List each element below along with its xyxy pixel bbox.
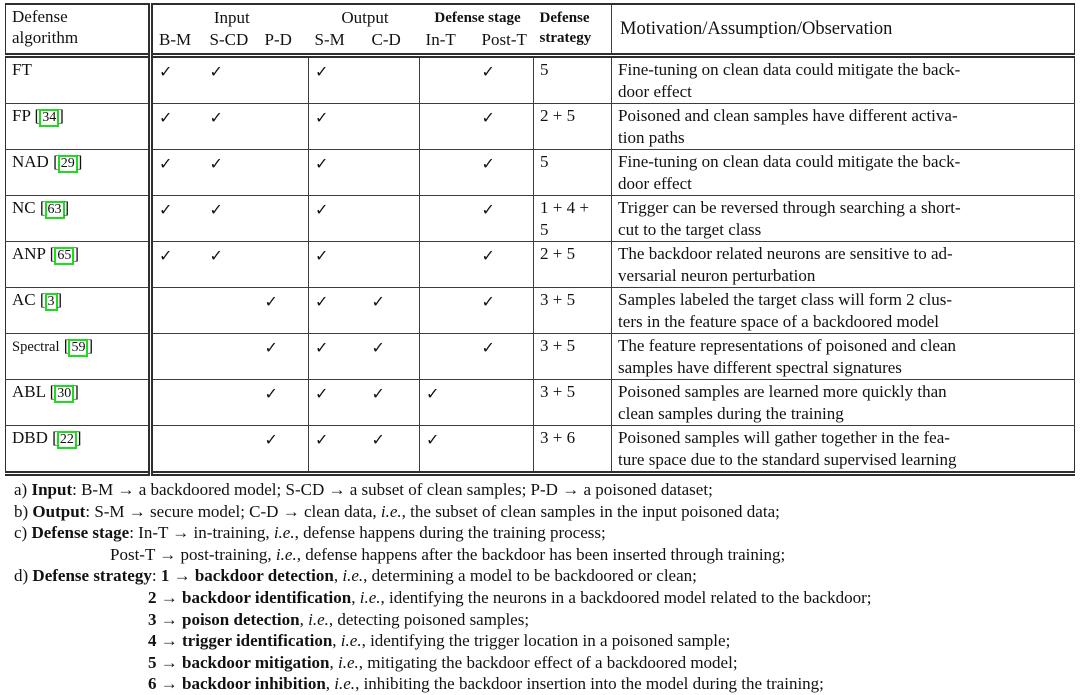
check-cell-scd [204,288,259,334]
algorithm-cell: NAD [ 29 ] [6,150,151,196]
footnote-text-segment: Post-T → post-training, [110,544,276,564]
check-cell-int [420,150,476,196]
algorithm-cell: AC [ 3 ] [6,288,151,334]
check-cell-bm: ✓ [151,150,204,196]
footnote-text-segment: , [329,652,339,672]
check-cell-int [420,56,476,104]
footnote-text-segment: : [151,566,161,586]
check-cell-post: ✓ [476,104,534,150]
header-defense-algorithm-line1: Defense [12,7,68,26]
check-cell-pd [259,104,309,150]
header-defense-strategy-line1: Defense [539,10,590,26]
check-cell-scd: ✓ [204,56,259,104]
footnote-text-segment: backdoor mitigation [182,652,330,672]
table-row-nad [6,150,1075,196]
footnote-text-segment: → [156,674,182,694]
footnote-text-segment: , inhibiting the backdoor insertion into the model during the training; [355,674,824,694]
motivation-cell: Samples labeled the target class will form 2 clus- ters in the feature space of a backdoored model [612,288,1075,334]
footnote-text-segment: Input [31,480,73,499]
footnote-line [0,565,1080,587]
check-cell-int: ✓ [420,380,476,426]
header-defense-strategy [534,4,612,56]
algorithm-label: Spectral [12,339,60,355]
algorithm-cell: ANP [ 65 ] [6,242,151,288]
citation-link[interactable]: 29 [58,155,78,173]
table-header [6,4,1075,56]
footnote-line [0,652,1080,674]
footnote-text-segment: Defense strategy [32,566,152,586]
check-cell-scd [204,334,259,380]
check-cell-post: ✓ [476,56,534,104]
check-cell-sm: ✓ [309,104,366,150]
header-sub-bm: B-M [159,30,192,49]
check-cell-cd [366,56,420,104]
check-cell-post: ✓ [476,334,534,380]
footnote-text-segment: , the subset of clean samples in the input poisoned data; [401,501,780,521]
footnote-line [0,673,1080,695]
footnote-text-segment: , defense happens during the training process; [294,523,606,543]
footnote-text-segment: i.e. [308,609,329,629]
footnote-text-segment: i.e. [342,566,364,586]
check-cell-pd: ✓ [259,426,309,474]
header-sub-sm: S-M [314,30,345,49]
header-group-output: Output [341,8,389,27]
table-row-ac [6,288,1075,334]
table-row-ft [6,56,1075,104]
footnote-text-segment: i.e. [273,523,295,543]
motivation-cell: Poisoned samples are learned more quickly than clean samples during the training [612,380,1075,426]
check-cell-scd [204,426,259,474]
footnote-text-segment: 5 [148,652,157,672]
footnote-text-segment: : In-T → in-training, [129,523,274,543]
algorithm-label: DBD [12,428,48,447]
footnote-text-segment: → [156,609,182,629]
motivation-cell: Poisoned samples will gather together in the fea- ture space due to the standard supervised learning [612,426,1075,474]
algorithm-cell: NC [ 63 ] [6,196,151,242]
algorithm-label: AC [12,290,36,309]
check-cell-pd [259,242,309,288]
check-cell-pd [259,196,309,242]
strategy-cell: 3 + 5 [534,288,612,334]
check-cell-int [420,196,476,242]
header-group-input: Input [213,8,250,27]
footnote-text-segment: 3 [148,609,157,629]
strategy-cell: 5 [534,56,612,104]
footnote-text-segment: a) [14,480,32,499]
footnote-text-segment: 2 [148,587,157,607]
header-sub-int: In-T [425,30,456,49]
footnote-text-segment: backdoor detection [194,566,334,586]
check-cell-bm [151,288,204,334]
footnote-text-segment: → [169,566,195,586]
check-cell-cd [366,196,420,242]
header-sub-pd: P-D [264,30,292,49]
footnote-text-segment: , [325,674,335,694]
check-cell-cd: ✓ [366,288,420,334]
check-cell-cd [366,150,420,196]
footnote-text-segment: , mitigating the backdoor effect of a backdoored model; [358,652,738,672]
check-cell-scd: ✓ [204,196,259,242]
footnote-text-segment: i.e. [340,631,362,651]
check-cell-pd: ✓ [259,380,309,426]
algorithm-label: NAD [12,152,49,171]
algorithm-label: NC [12,198,36,217]
check-cell-post: ✓ [476,196,534,242]
strategy-cell: 3 + 6 [534,426,612,474]
algorithm-label: FP [12,106,31,125]
check-cell-cd [366,242,420,288]
footnote-text-segment: i.e. [380,501,402,521]
table-row-nc [6,196,1075,242]
check-cell-post: ✓ [476,150,534,196]
header-group-defense-stage: Defense stage [434,10,521,26]
strategy-cell: 3 + 5 [534,380,612,426]
strategy-cell: 5 [534,150,612,196]
header-sub-scd: S-CD [209,30,249,49]
footnote-text-segment: → [156,631,182,651]
table-row-anp [6,242,1075,288]
check-cell-int: ✓ [420,426,476,474]
citation-link[interactable]: 3 [45,293,58,311]
footnote-text-segment: , [332,631,341,651]
header-group-row [6,4,1075,29]
algorithm-cell: FP [ 34 ] [6,104,151,150]
footnote-text-segment: i.e. [334,674,356,694]
citation-link[interactable]: 22 [57,431,77,449]
citation-link[interactable]: 30 [54,385,74,403]
check-cell-int [420,334,476,380]
footnote-text-segment: , [351,587,360,607]
footnote-text-segment: d) [14,566,33,586]
motivation-cell: Fine-tuning on clean data could mitigate the back- door effect [612,150,1075,196]
footnote-line [0,501,1080,523]
footnote-text-segment: Defense stage [31,523,130,543]
footnote-text-segment: Output [32,501,86,521]
header-motivation: Motivation/Assumption/Observation [620,19,893,39]
algorithm-label: FT [12,60,32,79]
citation-link[interactable]: 59 [68,339,88,357]
check-cell-sm: ✓ [309,242,366,288]
footnotes [0,479,1080,695]
footnote-text-segment: , detecting poisoned samples; [328,609,530,629]
footnote-line [0,587,1080,609]
strategy-cell: 1 + 4 + 5 [534,196,612,242]
strategy-cell: 2 + 5 [534,242,612,288]
algorithm-cell: DBD [ 22 ] [6,426,151,474]
check-cell-bm: ✓ [151,56,204,104]
header-defense-algorithm [6,4,151,56]
check-cell-scd: ✓ [204,150,259,196]
defense-comparison-table [5,3,1075,476]
footnote-text-segment: i.e. [359,587,381,607]
check-cell-cd: ✓ [366,334,420,380]
footnote-text-segment: backdoor identification [182,587,352,607]
check-cell-cd: ✓ [366,426,420,474]
footnote-text-segment: , identifying the neurons in a backdoored model related to the backdoor; [380,587,872,607]
header-sub-post: Post-T [481,30,527,49]
footnote-text-segment: , [333,566,343,586]
check-cell-pd: ✓ [259,288,309,334]
motivation-cell: Poisoned and clean samples have different activa- tion paths [612,104,1075,150]
citation-link[interactable]: 65 [54,247,74,265]
check-cell-cd [366,104,420,150]
check-cell-sm: ✓ [309,196,366,242]
algorithm-cell [6,56,151,104]
check-cell-scd [204,380,259,426]
footnote-text-segment: backdoor inhibition [182,674,326,694]
check-cell-int [420,104,476,150]
check-cell-scd: ✓ [204,242,259,288]
footnote-text-segment: , determining a model to be backdoored or clean; [363,566,697,586]
table-row-fp [6,104,1075,150]
check-cell-scd: ✓ [204,104,259,150]
check-cell-cd: ✓ [366,380,420,426]
check-cell-bm [151,334,204,380]
citation-link[interactable]: 34 [39,109,59,127]
footnote-text-segment: 6 [148,674,157,694]
check-cell-sm: ✓ [309,334,366,380]
footnote-text-segment: , identifying the trigger location in a poisoned sample; [361,631,731,651]
footnote-line [0,522,1080,544]
motivation-cell: The backdoor related neurons are sensitive to ad- versarial neuron perturbation [612,242,1075,288]
check-cell-post: ✓ [476,242,534,288]
motivation-cell: Fine-tuning on clean data could mitigate the back- door effect [612,56,1075,104]
check-cell-pd [259,56,309,104]
check-cell-bm [151,380,204,426]
footnote-text-segment: 4 [148,631,157,651]
check-cell-pd [259,150,309,196]
check-cell-sm: ✓ [309,288,366,334]
footnote-line [0,479,1080,501]
footnote-text-segment: i.e. [338,652,359,672]
check-cell-sm: ✓ [309,426,366,474]
footnote-text-segment: i.e. [275,544,297,564]
header-sub-cd: C-D [371,30,401,49]
footnote-text-segment: : B-M → a backdoored model; S-CD → a subset of clean samples; P-D → a poisoned dataset; [72,480,713,499]
algorithm-label: ABL [12,382,46,401]
footnote-text-segment: c) [14,523,32,543]
footnote-text-segment: b) [14,501,33,521]
table-row-spectral [6,334,1075,380]
motivation-cell: The feature representations of poisoned and clean samples have different spectral signatures [612,334,1075,380]
paper-page [0,3,1080,694]
footnote-text-segment: → [156,652,182,672]
footnote-text-segment: , [299,609,309,629]
check-cell-int [420,288,476,334]
check-cell-pd: ✓ [259,334,309,380]
footnote-text-segment: poison detection [182,609,300,629]
motivation-cell: Trigger can be reversed through searching a short- cut to the target class [612,196,1075,242]
check-cell-int [420,242,476,288]
check-cell-bm: ✓ [151,196,204,242]
algorithm-cell: Spectral [ 59 ] [6,334,151,380]
check-cell-sm: ✓ [309,56,366,104]
footnote-line [0,630,1080,652]
footnote-text-segment: trigger identification [182,631,333,651]
header-defense-strategy-line2: strategy [539,30,592,46]
footnote-line [0,609,1080,631]
strategy-cell: 3 + 5 [534,334,612,380]
table-body [6,56,1075,474]
check-cell-bm [151,426,204,474]
check-cell-sm: ✓ [309,380,366,426]
algorithm-cell: ABL [ 30 ] [6,380,151,426]
check-cell-bm: ✓ [151,242,204,288]
header-defense-algorithm-line2: algorithm [12,28,79,47]
check-cell-post [476,380,534,426]
check-cell-post: ✓ [476,288,534,334]
footnote-text-segment: , defense happens after the backdoor has been inserted through training; [296,544,786,564]
citation-link[interactable]: 63 [45,201,65,219]
check-cell-post [476,426,534,474]
algorithm-label: ANP [12,244,46,263]
footnote-text-segment: : S-M → secure model; C-D → clean data, [85,501,381,521]
table-row-abl [6,380,1075,426]
check-cell-sm: ✓ [309,150,366,196]
table-row-dbd [6,426,1075,474]
strategy-cell: 2 + 5 [534,104,612,150]
footnote-text-segment: → [156,587,182,607]
footnote-text-segment: 1 [160,566,170,586]
check-cell-bm: ✓ [151,104,204,150]
footnote-line [0,544,1080,566]
